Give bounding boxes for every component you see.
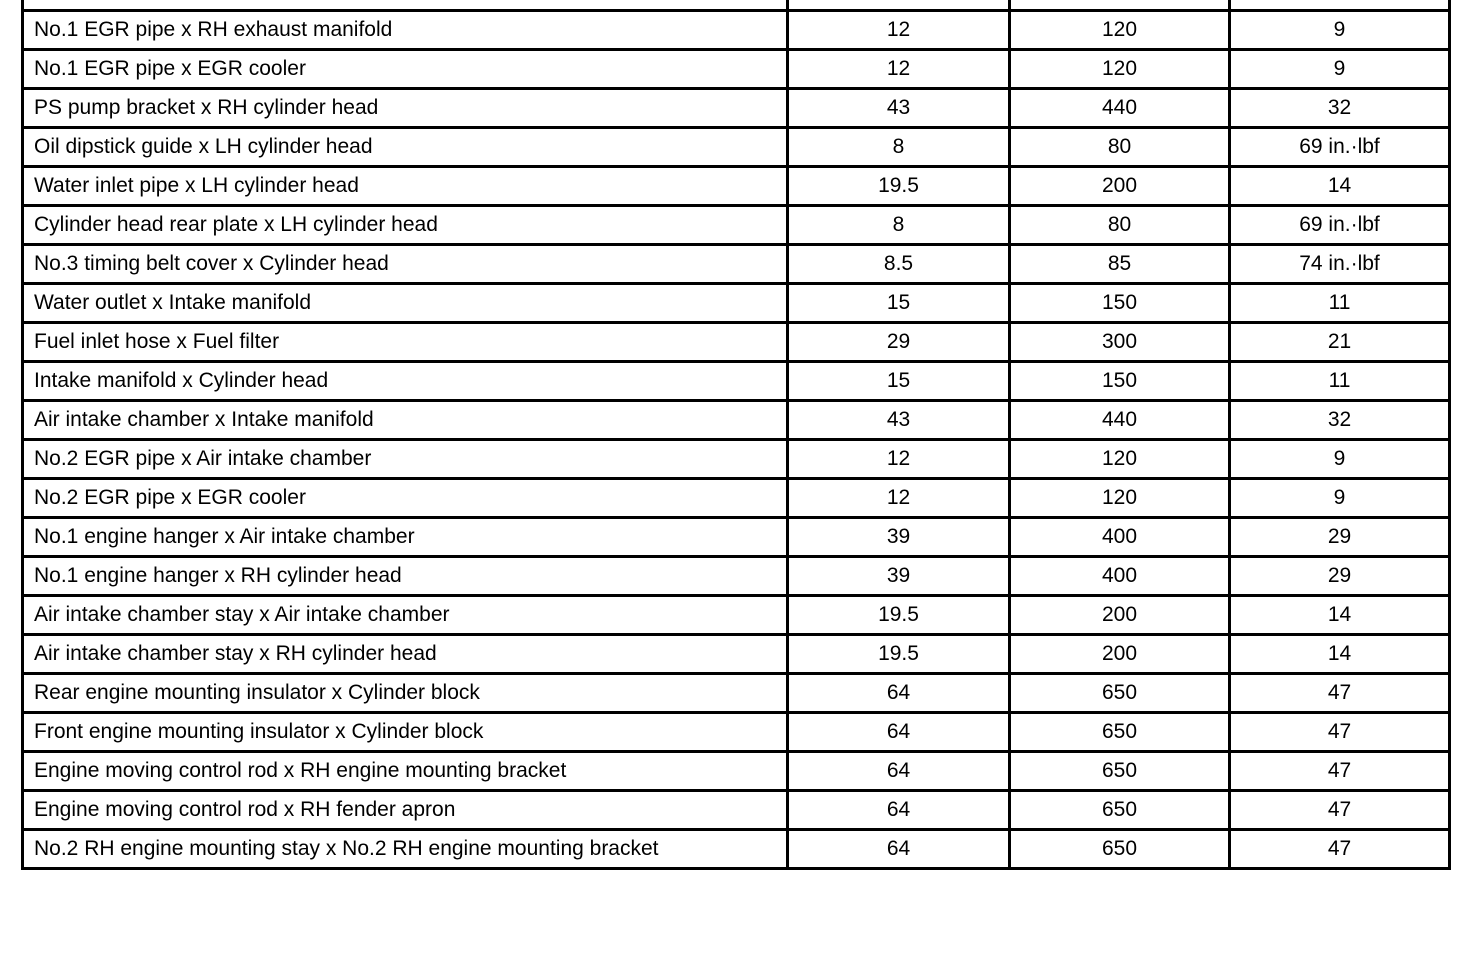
cell-torque-kgf-cm: 150 (1010, 284, 1230, 323)
cell-torque-nm: 64 (788, 791, 1010, 830)
cell-torque-kgf-cm: 120 (1010, 11, 1230, 50)
cell-torque-nm: 64 (788, 713, 1010, 752)
table-row (23, 791, 1450, 830)
cell-part: Air intake chamber x Intake manifold (23, 401, 788, 440)
cell-torque-ft-lbf: 74 in.·lbf (1230, 245, 1450, 284)
cell-torque-nm: 12 (788, 440, 1010, 479)
cell-torque-kgf-cm: 300 (1010, 323, 1230, 362)
cell-torque-ft-lbf: 9 (1230, 479, 1450, 518)
cell-part: No.1 engine hanger x RH cylinder head (23, 557, 788, 596)
cell-torque-ft-lbf: 9 (1230, 440, 1450, 479)
cell-torque-nm: 12 (788, 11, 1010, 50)
cell-torque-nm: 43 (788, 89, 1010, 128)
cell-part: Intake manifold x Cylinder head (23, 362, 788, 401)
cell-part: No.1 EGR pipe x RH exhaust manifold (23, 11, 788, 50)
cell-torque-kgf-cm: 440 (1010, 401, 1230, 440)
table-row (23, 401, 1450, 440)
table-row (23, 752, 1450, 791)
cell-torque-kgf-cm: 120 (1010, 50, 1230, 89)
cell-torque-nm: 29 (788, 323, 1010, 362)
table-row (23, 206, 1450, 245)
cell-torque-ft-lbf: 9 (1230, 11, 1450, 50)
cell-torque-ft-lbf: 14 (1230, 596, 1450, 635)
cell-torque-ft-lbf: 21 (1230, 323, 1450, 362)
cell-torque-kgf-cm: 120 (1010, 440, 1230, 479)
table-row (23, 596, 1450, 635)
cell-part: Engine moving control rod x RH fender apron (23, 791, 788, 830)
cell-torque-nm: 43 (788, 401, 1010, 440)
cell-part: Air intake chamber stay x Air intake chamber (23, 596, 788, 635)
cell-torque-ft-lbf: 47 (1230, 830, 1450, 869)
table-row (23, 830, 1450, 869)
cell-torque-kgf-cm (1010, 0, 1230, 11)
cell-torque-ft-lbf: 47 (1230, 791, 1450, 830)
cell-torque-nm: 64 (788, 830, 1010, 869)
cell-torque-nm (788, 0, 1010, 11)
table-row (23, 167, 1450, 206)
cell-part: Water outlet x Intake manifold (23, 284, 788, 323)
table-row (23, 362, 1450, 401)
cell-torque-kgf-cm: 440 (1010, 89, 1230, 128)
table-row (23, 440, 1450, 479)
cell-torque-ft-lbf: 14 (1230, 635, 1450, 674)
table-row (23, 635, 1450, 674)
cell-torque-ft-lbf: 32 (1230, 401, 1450, 440)
cell-part: Oil dipstick guide x LH cylinder head (23, 128, 788, 167)
cell-part: No.3 timing belt cover x Cylinder head (23, 245, 788, 284)
cell-part: Engine moving control rod x RH engine mounting bracket (23, 752, 788, 791)
cell-torque-kgf-cm: 200 (1010, 596, 1230, 635)
cell-part: No.1 engine hanger x Air intake chamber (23, 518, 788, 557)
cell-torque-kgf-cm: 150 (1010, 362, 1230, 401)
table-row (23, 557, 1450, 596)
cell-torque-nm: 19.5 (788, 635, 1010, 674)
cell-part: No.2 EGR pipe x Air intake chamber (23, 440, 788, 479)
cell-part: Cylinder head rear plate x LH cylinder head (23, 206, 788, 245)
table-row (23, 284, 1450, 323)
cell-torque-kgf-cm: 400 (1010, 518, 1230, 557)
cell-torque-nm: 64 (788, 674, 1010, 713)
cell-torque-ft-lbf: 69 in.·lbf (1230, 206, 1450, 245)
cell-torque-ft-lbf: 47 (1230, 674, 1450, 713)
cell-part: Water inlet pipe x LH cylinder head (23, 167, 788, 206)
cell-torque-nm: 19.5 (788, 596, 1010, 635)
cell-torque-ft-lbf: 47 (1230, 713, 1450, 752)
cell-torque-nm: 8 (788, 128, 1010, 167)
cell-torque-nm: 15 (788, 362, 1010, 401)
cell-torque-nm: 8.5 (788, 245, 1010, 284)
cell-torque-nm: 12 (788, 50, 1010, 89)
table-row (23, 128, 1450, 167)
cell-torque-ft-lbf: 47 (1230, 752, 1450, 791)
cell-torque-nm: 64 (788, 752, 1010, 791)
cell-torque-kgf-cm: 650 (1010, 791, 1230, 830)
cell-torque-ft-lbf: 29 (1230, 518, 1450, 557)
cell-part: Front engine mounting insulator x Cylinder block (23, 713, 788, 752)
cell-torque-ft-lbf: 14 (1230, 167, 1450, 206)
cell-torque-kgf-cm: 650 (1010, 752, 1230, 791)
cell-torque-nm: 15 (788, 284, 1010, 323)
cell-torque-kgf-cm: 650 (1010, 830, 1230, 869)
cell-torque-kgf-cm: 120 (1010, 479, 1230, 518)
cell-torque-ft-lbf: 32 (1230, 89, 1450, 128)
table-row (23, 479, 1450, 518)
cell-torque-ft-lbf: 29 (1230, 557, 1450, 596)
table-row (23, 323, 1450, 362)
cell-torque-ft-lbf: 11 (1230, 284, 1450, 323)
cell-torque-kgf-cm: 400 (1010, 557, 1230, 596)
cell-torque-kgf-cm: 650 (1010, 674, 1230, 713)
table-row (23, 674, 1450, 713)
cell-torque-ft-lbf: 11 (1230, 362, 1450, 401)
table-row (23, 518, 1450, 557)
cell-torque-nm: 12 (788, 479, 1010, 518)
cell-torque-nm: 19.5 (788, 167, 1010, 206)
cell-part: No.1 EGR pipe x EGR cooler (23, 50, 788, 89)
cell-part: No.2 EGR pipe x EGR cooler (23, 479, 788, 518)
table-row (23, 245, 1450, 284)
table-row-cut-off (23, 0, 1450, 11)
table-row (23, 713, 1450, 752)
cell-torque-kgf-cm: 650 (1010, 713, 1230, 752)
cell-torque-ft-lbf: 69 in.·lbf (1230, 128, 1450, 167)
cell-part: Fuel inlet hose x Fuel filter (23, 323, 788, 362)
cell-torque-ft-lbf (1230, 0, 1450, 11)
table-row (23, 89, 1450, 128)
torque-table-body (23, 0, 1450, 869)
cell-torque-kgf-cm: 200 (1010, 635, 1230, 674)
cell-torque-ft-lbf: 9 (1230, 50, 1450, 89)
table-row (23, 11, 1450, 50)
cell-part: Air intake chamber stay x RH cylinder head (23, 635, 788, 674)
torque-spec-table (21, 0, 1451, 870)
cell-torque-nm: 39 (788, 557, 1010, 596)
cell-torque-kgf-cm: 200 (1010, 167, 1230, 206)
cell-part: No.2 RH engine mounting stay x No.2 RH engine mounting bracket (23, 830, 788, 869)
cell-part: Rear engine mounting insulator x Cylinder block (23, 674, 788, 713)
cell-part: PS pump bracket x RH cylinder head (23, 89, 788, 128)
cell-torque-kgf-cm: 80 (1010, 206, 1230, 245)
cell-part (23, 0, 788, 11)
table-row (23, 50, 1450, 89)
cell-torque-kgf-cm: 80 (1010, 128, 1230, 167)
cell-torque-kgf-cm: 85 (1010, 245, 1230, 284)
cell-torque-nm: 39 (788, 518, 1010, 557)
cell-torque-nm: 8 (788, 206, 1010, 245)
